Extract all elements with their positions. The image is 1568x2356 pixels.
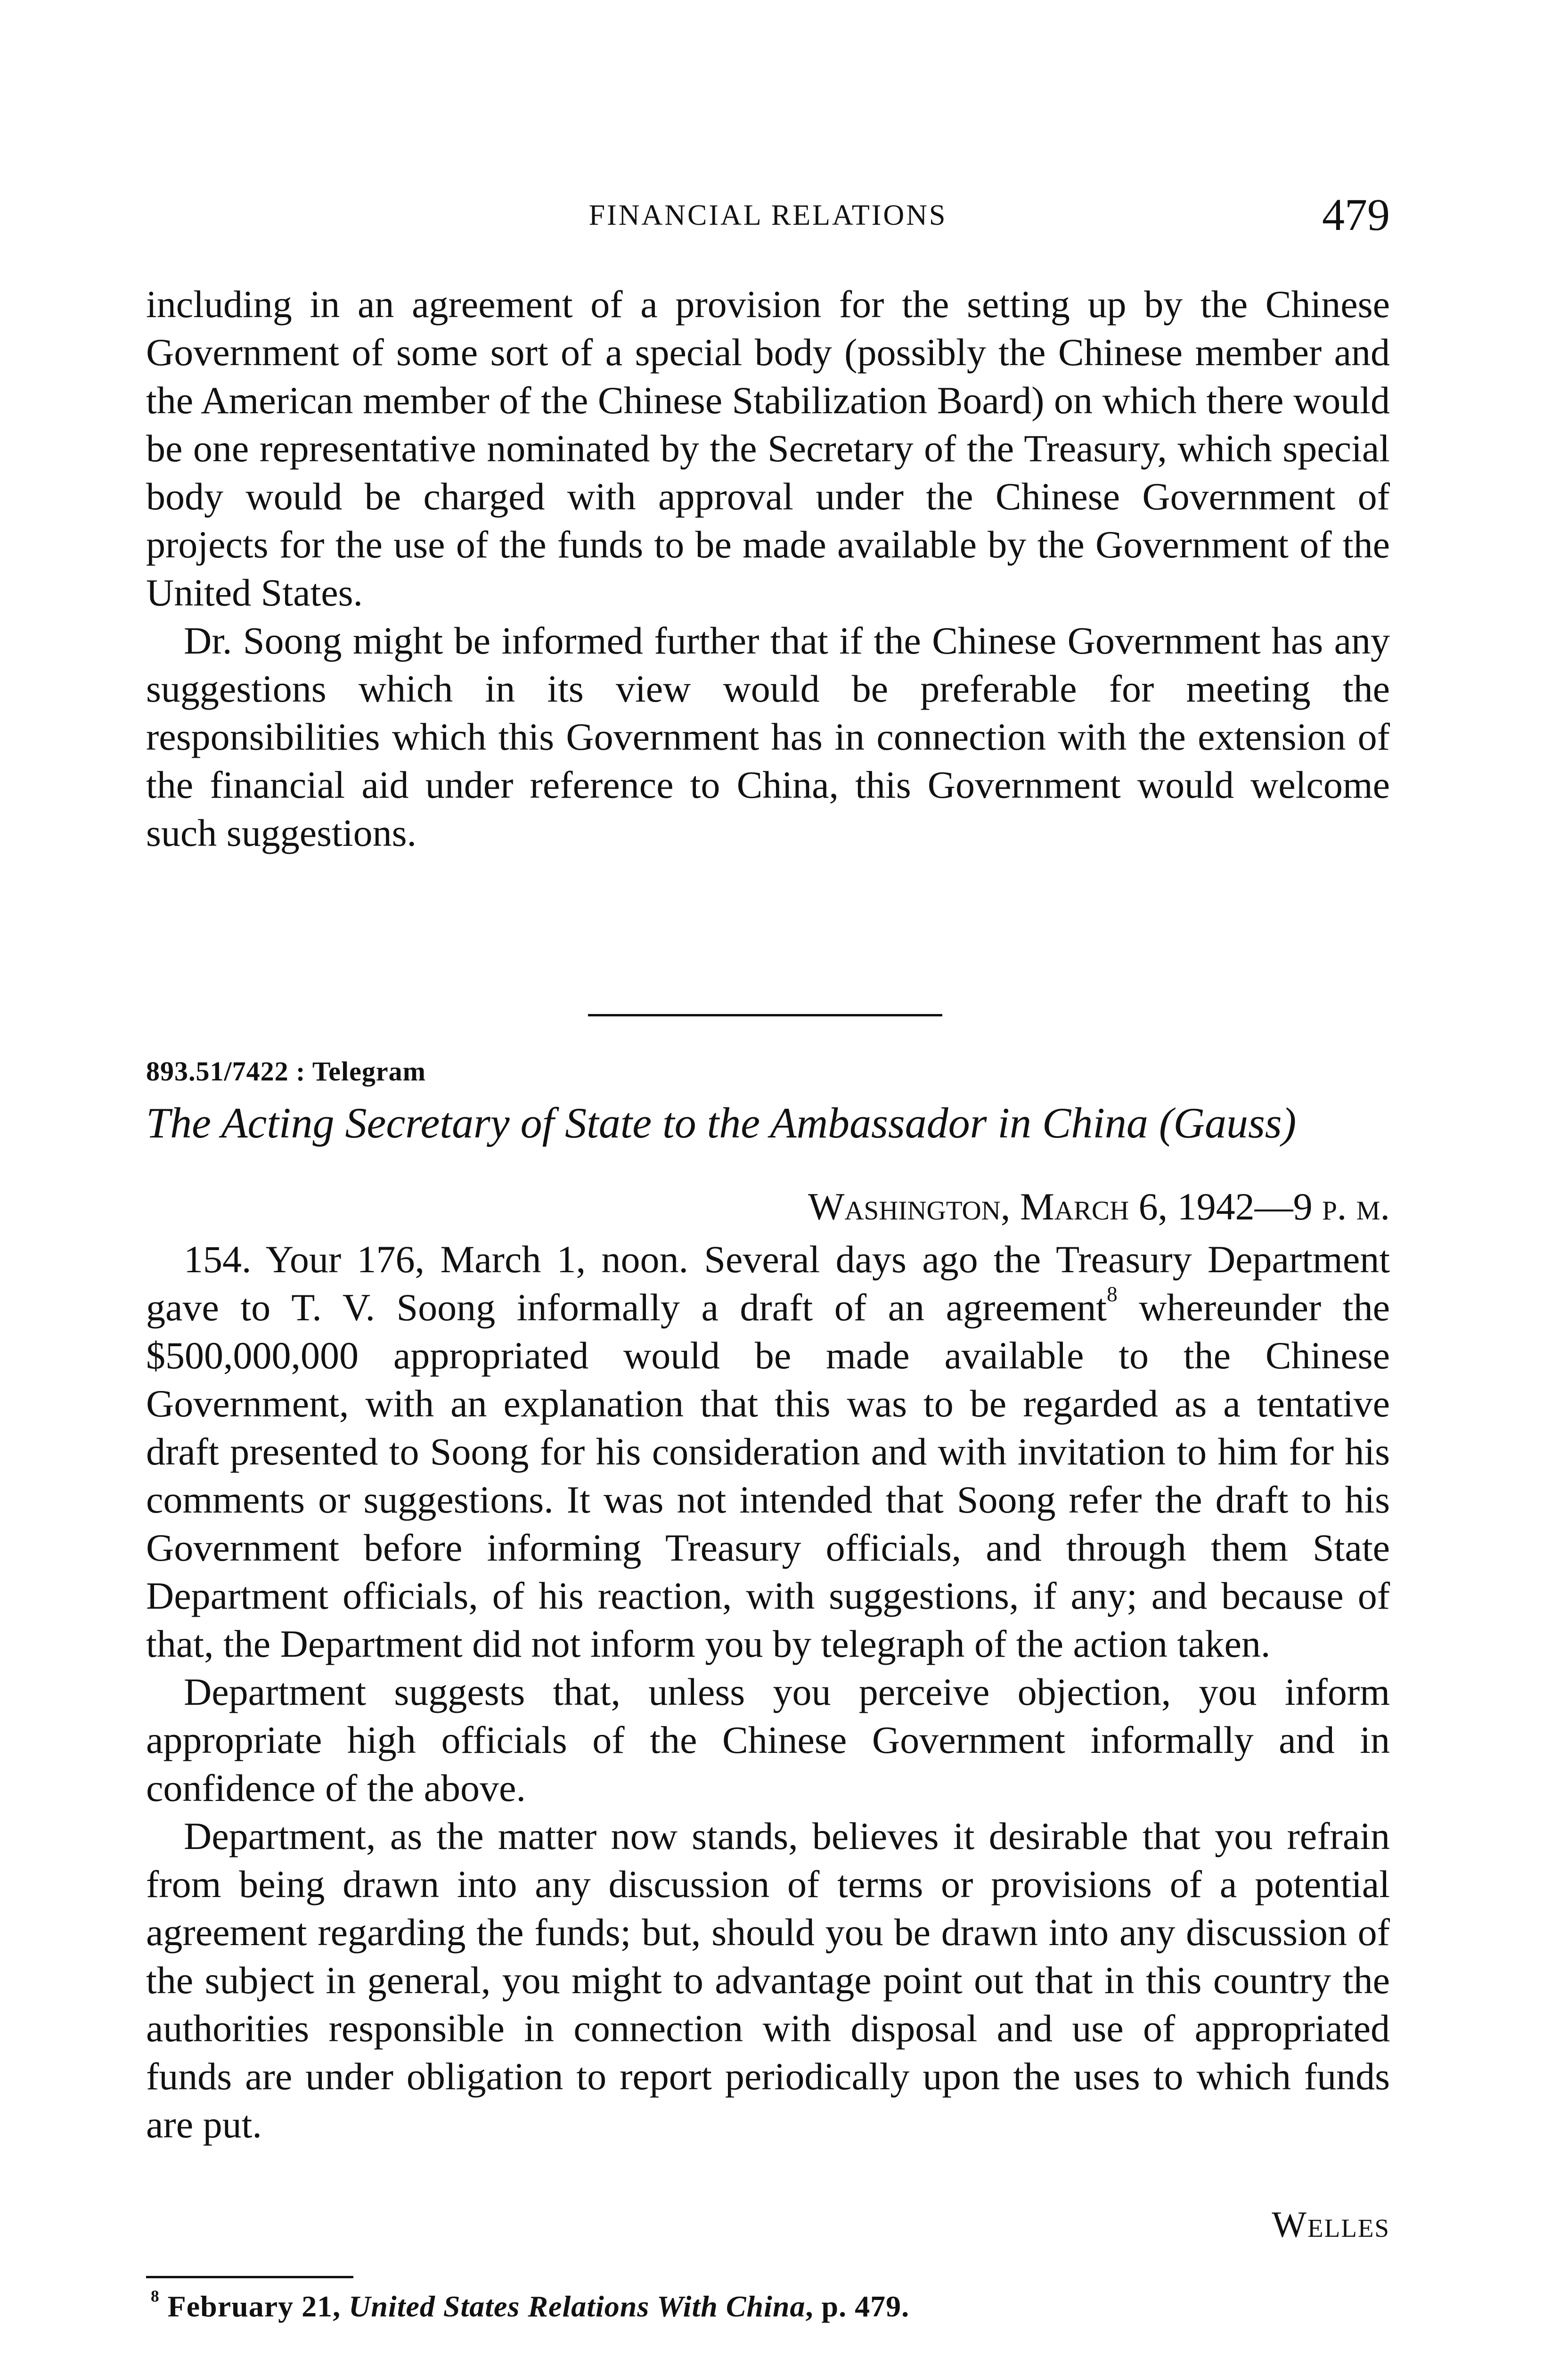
footnote-title: United States Relations With China xyxy=(349,2290,806,2323)
section-divider xyxy=(588,1014,942,1016)
footnote-rule xyxy=(146,2276,353,2278)
continuation-text xyxy=(146,280,1390,857)
signature: Welles xyxy=(1272,2204,1390,2245)
running-head xyxy=(146,188,1390,245)
paragraph-part: 154. Your 176, March 1, noon. Several days ago the Treasury Department gave to T. V. Soong informally a draft of an agreement xyxy=(146,1238,1390,1329)
paragraph xyxy=(146,1235,1390,1668)
telegram-body xyxy=(146,1235,1390,2149)
file-reference: 893.51/7422 : Telegram xyxy=(146,1056,426,1087)
footnote-reference: 8 xyxy=(1107,1282,1118,1306)
document-heading: The Acting Secretary of State to the Ambassador in China (Gauss) xyxy=(146,1099,1297,1147)
footnote-date: February 21, xyxy=(167,2290,349,2323)
paragraph: Department suggests that, unless you perceive objection, you inform appropriate high officials of the Chinese Government informally and in confidence of the above. xyxy=(146,1670,1390,1809)
paragraph: including in an agreement of a provision for the setting up by the Chinese Government of some sort of a special body (possibly the Chinese member and the American member of the Chinese Stabilization Board) on which there would be one representative nominated by the Secretary of the Treasury, which special body would be charged with approval under the Chinese Government of projects for the use of the funds to be made available by the Government of the United States. xyxy=(146,283,1390,614)
footnote-page: , p. 479. xyxy=(805,2290,910,2323)
paragraph: Dr. Soong might be informed further that if the Chinese Government has any suggestions which in its view would be preferable for meeting the responsibilities which this Government has in connection with the extension of the financial aid under reference to China, this Government would welcome such suggestions. xyxy=(146,619,1390,854)
running-title: FINANCIAL RELATIONS xyxy=(588,199,947,231)
footnote xyxy=(151,2289,909,2324)
paragraph-part: whereunder the $500,000,000 appropriated would be made available to the Chinese Government, with an explanation that this was to be regarded as a tentative draft presented to Soong for his consideration and with invitation to him for his comments or suggestions. It was not intended that Soong refer the draft to his Government before informing Treasury officials, and through them State Department officials, of his reaction, with suggestions, if any; and because of that, the Department did not inform you by telegraph of the action taken. xyxy=(146,1286,1390,1665)
page-number: 479 xyxy=(1322,189,1390,240)
paragraph: Department, as the matter now stands, believes it desirable that you refrain from being drawn into any discussion of terms or provisions of a potential agreement regarding the funds; but, should you be drawn into any discussion of the subject in general, you might to advantage point out that in this country the authorities responsible in connection with disposal and use of appropriated funds are under obligation to report periodically upon the uses to which funds are put. xyxy=(146,1815,1390,2146)
footnote-marker: 8 xyxy=(151,2287,160,2306)
dateline: Washington, March 6, 1942—9 p. m. xyxy=(808,1185,1390,1228)
